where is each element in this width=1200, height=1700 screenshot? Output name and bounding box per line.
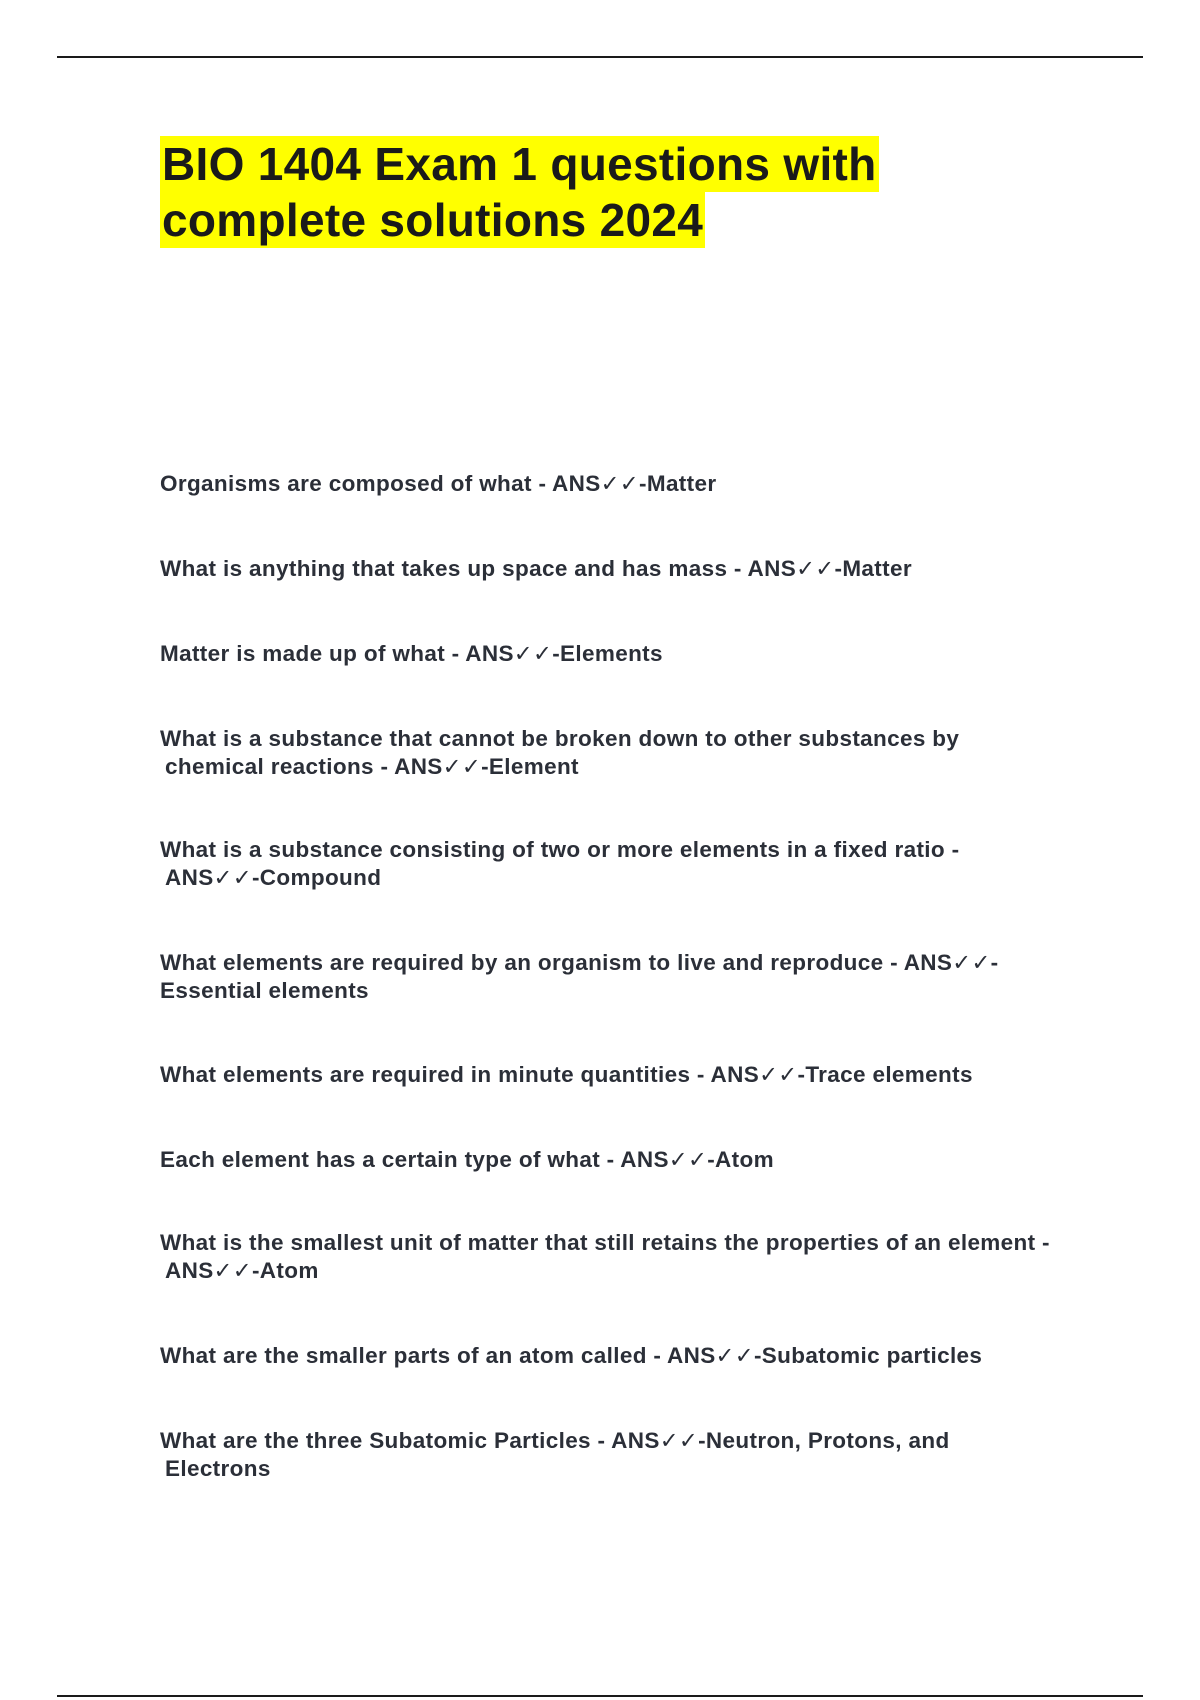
qa-line: Each element has a certain type of what - ANS✓✓-Atom — [160, 1147, 774, 1172]
qa-line: Organisms are composed of what - ANS✓✓-Matter — [160, 471, 717, 496]
qa-line: ANS✓✓-Atom — [165, 1258, 319, 1283]
qa-line: What is the smallest unit of matter that still retains the properties of an element - — [160, 1230, 1050, 1255]
bottom-rule — [57, 1695, 1143, 1697]
title-line-1: BIO 1404 Exam 1 questions with — [162, 138, 877, 190]
document-title — [160, 136, 980, 248]
qa-line: Matter is made up of what - ANS✓✓-Elements — [160, 641, 663, 666]
qa-line: Essential elements — [160, 978, 369, 1003]
qa-line: ANS✓✓-Compound — [165, 865, 382, 890]
qa-item — [160, 836, 959, 892]
qa-line: What elements are required by an organism to live and reproduce - ANS✓✓- — [160, 950, 999, 975]
qa-item — [160, 725, 959, 781]
qa-line: chemical reactions - ANS✓✓-Element — [165, 754, 579, 779]
title-line-2: complete solutions 2024 — [162, 194, 704, 246]
qa-item — [160, 1342, 982, 1370]
qa-line: What is a substance that cannot be broken down to other substances by — [160, 726, 960, 751]
qa-item — [160, 640, 663, 668]
qa-item — [160, 1229, 1050, 1285]
qa-item — [160, 555, 912, 583]
qa-item — [160, 949, 999, 1005]
qa-line: What elements are required in minute quantities - ANS✓✓-Trace elements — [160, 1062, 973, 1087]
qa-line: What are the smaller parts of an atom called - ANS✓✓-Subatomic particles — [160, 1343, 983, 1368]
qa-line: What is anything that takes up space and has mass - ANS✓✓-Matter — [160, 556, 912, 581]
top-rule — [57, 56, 1143, 58]
qa-item — [160, 470, 716, 498]
qa-item — [160, 1146, 774, 1174]
qa-item — [160, 1061, 973, 1089]
qa-line: What is a substance consisting of two or more elements in a fixed ratio - — [160, 837, 960, 862]
qa-item — [160, 1427, 950, 1483]
qa-line: Electrons — [165, 1456, 271, 1481]
qa-line: What are the three Subatomic Particles - ANS✓✓-Neutron, Protons, and — [160, 1428, 950, 1453]
